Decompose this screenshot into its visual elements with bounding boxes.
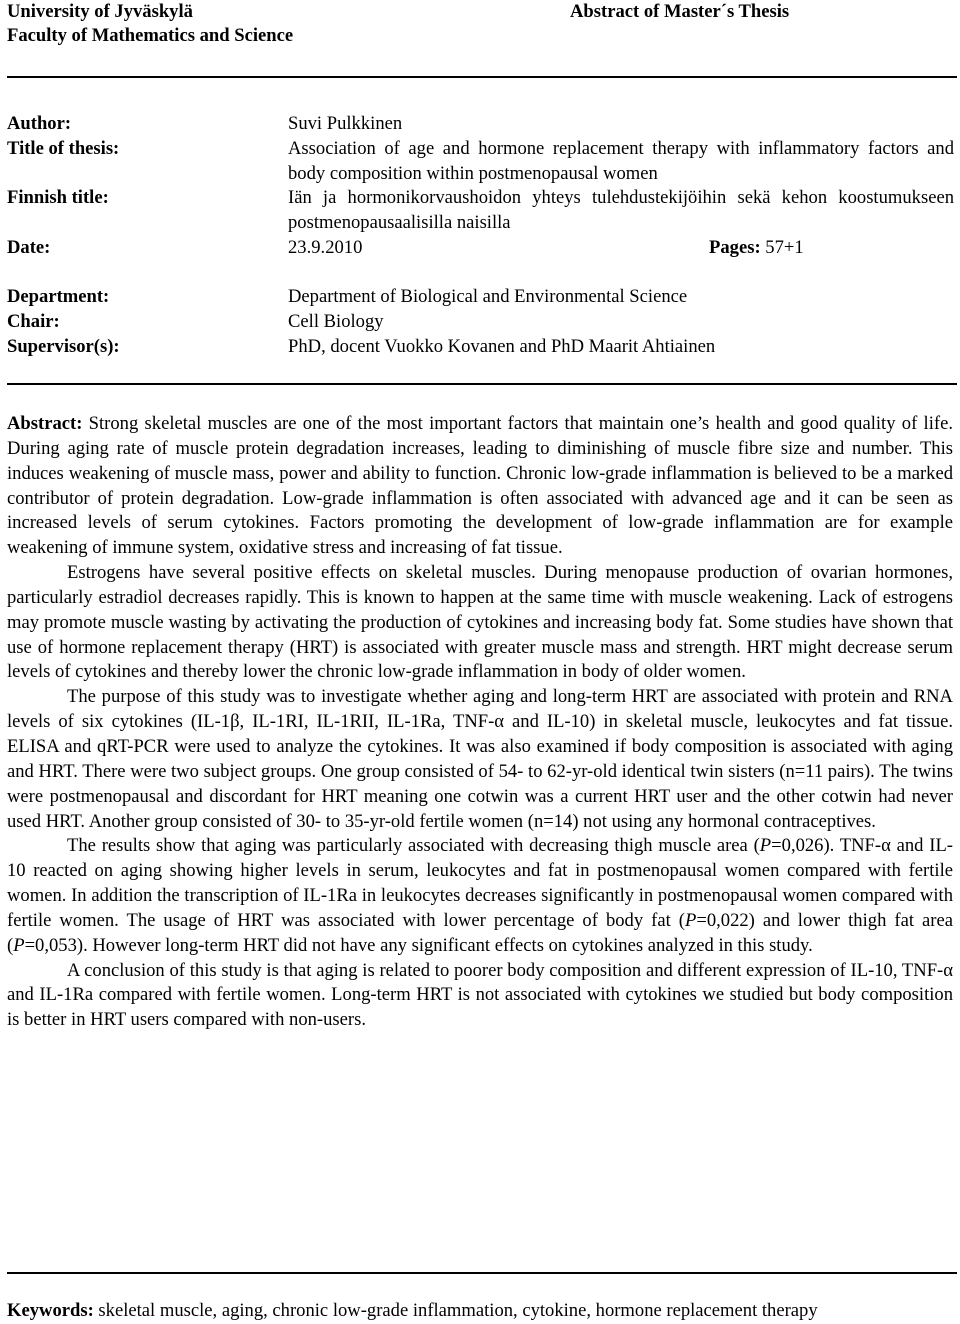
department-value: Department of Biological and Environmental Science [288,286,688,307]
abstract-paragraph-2: Estrogens have several positive effects on skeletal muscles. During menopause production of ovarian hormones, particularly estradiol decreases rapidly. This is known to happen at the same time with muscle weakening. Lack of estrogens may promote muscle wasting by activating the production of cytokines and increasing body fat. Some studies have shown that use of hormone replacement therapy (HRT) is associated with greater muscle mass and strength. HRT might decrease serum levels of cytokines and thereby lower the chronic low-grade inflammation in body of older women. [7,562,953,683]
abstract-paragraph-4 [7,834,953,958]
pages-label: Pages: [709,237,761,258]
keywords-value: skeletal muscle, aging, chronic low-grade inflammation, cytokine, hormone replacement therapy [98,1300,818,1321]
keywords-label: Keywords: [7,1300,94,1321]
department-label: Department: [7,286,110,307]
header-divider [7,76,957,78]
abstract-text-4d: =0,053). However long-term HRT did not have any significant effects on cytokines analyzed in this study. [24,934,813,956]
abstract-paragraph-1 [7,412,953,561]
author-label: Author: [7,113,72,134]
p-value-symbol: P [759,835,772,857]
meta-divider [7,383,957,385]
p-value-symbol: P [13,934,25,956]
finnish-title-label: Finnish title: [7,187,109,208]
p-value-symbol: P [685,909,697,931]
keywords-line [7,1299,957,1323]
chair-label: Chair: [7,311,60,332]
pages-field [709,235,804,260]
abstract-text-4a: The results show that aging was particularly associated with decreasing thigh muscle area ( [67,835,760,857]
finnish-title-value: Iän ja hormonikorvaushoidon yhteys tulehdustekijöihin sekä kehon koostumukseen postmenopausaalisilla naisilla [288,187,954,233]
supervisor-value: PhD, docent Vuokko Kovanen and PhD Maarit Ahtiainen [288,336,716,357]
university-name: University of Jyväskylä [7,1,193,22]
abstract-text-4c: =0,022) and lower thigh fat area ( [7,909,953,956]
abstract-text-1: Strong skeletal muscles are one of the most important factors that maintain one’s health and good quality of life. During aging rate of muscle protein degradation increases, leading to diminishing of muscle fibre size and number. This induces weakening of muscle mass, power and ability to function. Chronic low-grade inflammation is believed to be a marked contributor of protein degradation. Low-grade inflammation is often associated with advanced age and it can be seen as increased levels of serum cytokines. Factors promoting the development of low-grade inflammation are for example weakening of immune system, oxidative stress and increasing of fat tissue. [7,413,953,559]
abstract-label: Abstract: [7,413,83,434]
date-label: Date: [7,237,51,258]
author-value: Suvi Pulkkinen [288,113,403,134]
faculty-name: Faculty of Mathematics and Science [7,25,294,46]
chair-value: Cell Biology [288,311,384,332]
title-label: Title of thesis: [7,138,120,159]
supervisor-label: Supervisor(s): [7,336,120,357]
pages-value: 57+1 [765,237,804,258]
abstract-text-4b: =0,026). TNF-α and IL-10 reacted on aging showing higher levels in serum, leukocytes and fat in postmenopausal women compared with fertile women. In addition the transcription of IL-1Ra in leukocytes decreases significantly in postmenopausal women compared with fertile women. The usage of HRT was associated with lower percentage of body fat ( [7,835,954,931]
abstract-paragraph-5: A conclusion of this study is that aging is related to poorer body composition and different expression of IL-10, TNF-α and IL-1Ra compared with fertile women. Long-term HRT is not associated with cytokines we studied but body composition is better in HRT users compared with non-users. [7,959,953,1031]
date-value: 23.9.2010 [288,237,363,258]
document-type: Abstract of Master´s Thesis [570,1,790,22]
title-value: Association of age and hormone replacement therapy with inflammatory factors and body composition within postmenopausal women [288,138,954,184]
abstract-body [7,412,953,1033]
abstract-paragraph-3: The purpose of this study was to investigate whether aging and long-term HRT are associated with protein and RNA levels of six cytokines (IL-1β, IL-1RI, IL-1RII, IL-1Ra, TNF-α and IL-10) in skeletal muscle, leukocytes and fat tissue. ELISA and qRT-PCR were used to analyze the cytokines. It was also examined if body composition is associated with aging and HRT. There were two subject groups. One group consisted of 54- to 62-yr-old identical twin sisters (n=11 pairs). The twins were postmenopausal and discordant for HRT meaning one cotwin was a current HRT user and the other cotwin had never used HRT. Another group consisted of 30- to 35-yr-old fertile women (n=14) not using any hormonal contraceptives. [7,686,953,832]
keywords-divider [7,1272,957,1274]
